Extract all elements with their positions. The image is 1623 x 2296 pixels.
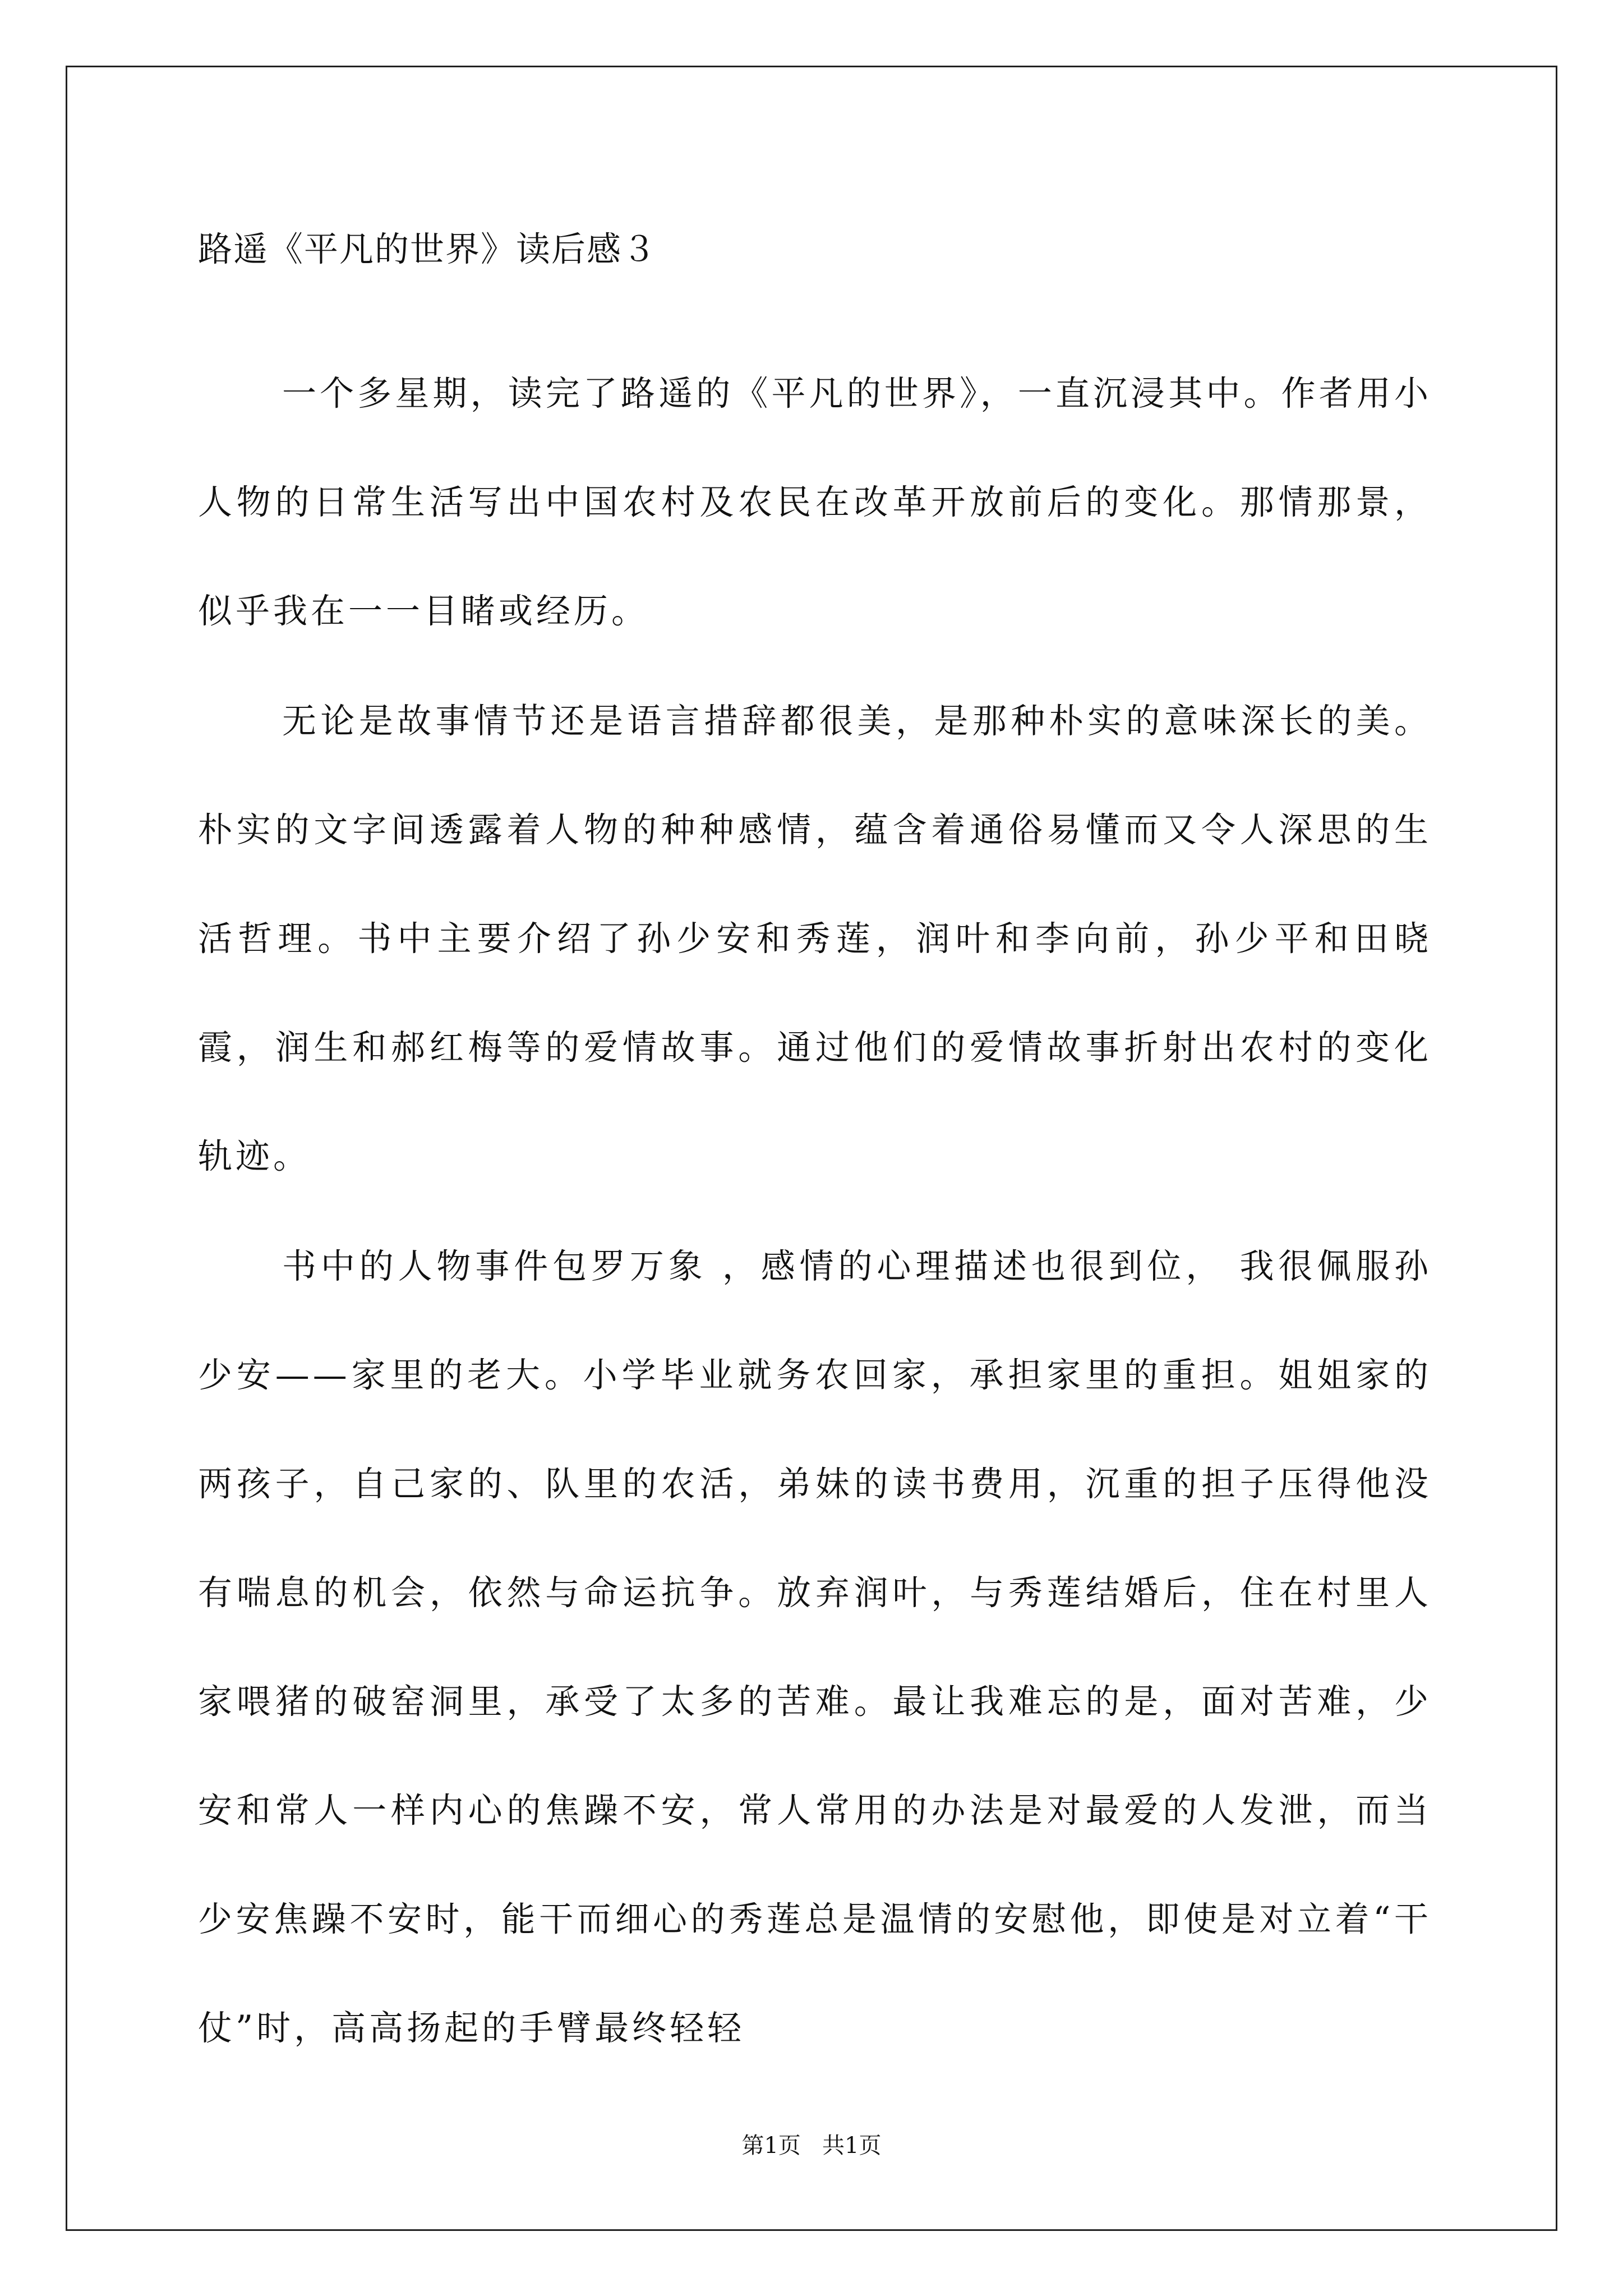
- paragraph-1: 一个多星期，读完了路遥的《平凡的世界》，一直沉浸其中。作者用小人物的日常生活写出中国农村及农民在改革开放前后的变化。那情那景，似乎我在一一目睹或经历。: [198, 374, 1432, 631]
- document-title: 路遥《平凡的世界》读后感３: [198, 229, 658, 269]
- page-footer: 第1页 共1页: [741, 2133, 882, 2159]
- paragraph-3: 书中的人物事件包罗万象 ，感情的心理描述也很到位， 我很佩服孙少安——家里的老大。小学毕业就务农回家，承担家里的重担。姐姐家的两孩子，自己家的、队里的农活，弟妹的读书费用，沉重的担子压得他没有喘息的机会，依然与命运抗争。放弃润叶，与秀莲结婚后，住在村里人家喂猪的破窑洞里，承受了太多的苦难。最让我难忘的是，面对苦难，少安和常人一样内心的焦躁不安，常人常用的办法是对最爱的人发泄，而当少安焦躁不安时，能干而细心的秀莲总是温情的安慰他，即使是对立着“干仗”时，高高扬起的手臂最终轻轻: [198, 1246, 1432, 2048]
- document-body: [198, 222, 1432, 2084]
- paragraph-2: 无论是故事情节还是语言措辞都很美，是那种朴实的意味深长的美。朴实的文字间透露着人物的种种感情，蕴含着通俗易懂而又令人深思的生活哲理。书中主要介绍了孙少安和秀莲，润叶和李向前，孙少平和田晓霞，润生和郝红梅等的爱情故事。通过他们的爱情故事折射出农村的变化轨迹。: [198, 701, 1432, 1176]
